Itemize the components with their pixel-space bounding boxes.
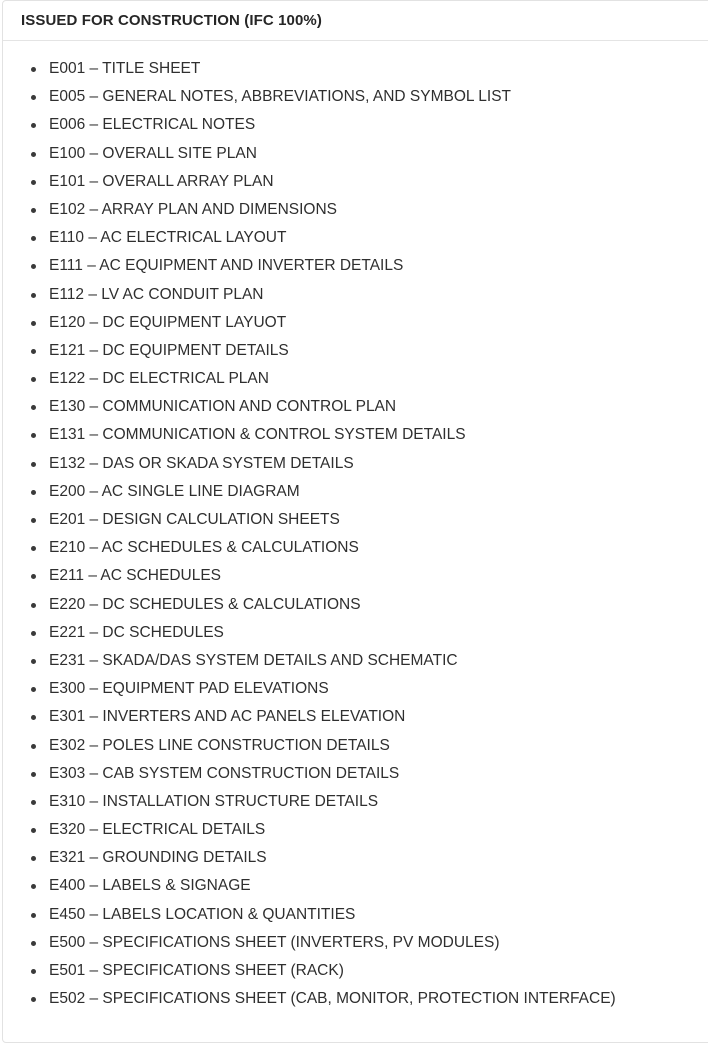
- bullet-icon: [31, 405, 36, 410]
- bullet-icon: [31, 659, 36, 664]
- sheet-label: E001 – TITLE SHEET: [49, 60, 201, 77]
- sheet-label: E006 – ELECTRICAL NOTES: [49, 116, 256, 134]
- bullet-icon: [31, 687, 36, 692]
- list-item: [3, 732, 708, 760]
- sheet-label: E301 – INVERTERS AND AC PANELS ELEVATION: [49, 708, 406, 726]
- bullet-icon: [31, 574, 36, 579]
- list-item: [3, 985, 708, 1013]
- bullet-icon: [31, 631, 36, 636]
- sheet-label: E321 – GROUNDING DETAILS: [49, 849, 267, 867]
- bullet-icon: [31, 490, 36, 495]
- list-item: [3, 506, 708, 534]
- list-item: [3, 534, 708, 562]
- sheet-label: E400 – LABELS & SIGNAGE: [49, 877, 251, 895]
- sheet-label: E005 – GENERAL NOTES, ABBREVIATIONS, AND SYMBOL LIST: [49, 88, 511, 106]
- sheet-label: E200 – AC SINGLE LINE DIAGRAM: [49, 482, 300, 500]
- sheet-list-panel: [2, 0, 708, 1043]
- list-item: [3, 140, 708, 168]
- list-item: [3, 55, 708, 83]
- list-item: [3, 450, 708, 478]
- sheet-label: E210 – AC SCHEDULES & CALCULATIONS: [49, 539, 359, 557]
- sheet-label: E101 – OVERALL ARRAY PLAN: [49, 172, 274, 190]
- bullet-icon: [31, 603, 36, 608]
- sheet-label: E211 – AC SCHEDULES: [49, 567, 222, 585]
- sheet-label: E302 – POLES LINE CONSTRUCTION DETAILS: [49, 736, 390, 754]
- sheet-label: E300 – EQUIPMENT PAD ELEVATIONS: [49, 680, 329, 698]
- bullet-icon: [31, 95, 36, 100]
- bullet-icon: [31, 180, 36, 185]
- list-item: [3, 393, 708, 421]
- list-item: [3, 844, 708, 872]
- sheet-label: E201 – DESIGN CALCULATION SHEETS: [49, 511, 340, 528]
- sheet-label: E110 – AC ELECTRICAL LAYOUT: [49, 229, 287, 247]
- bullet-icon: [31, 856, 36, 861]
- panel-title: ISSUED FOR CONSTRUCTION (IFC 100%): [21, 12, 322, 29]
- bullet-icon: [31, 941, 36, 946]
- bullet-icon: [31, 123, 36, 128]
- bullet-icon: [31, 546, 36, 551]
- bullet-icon: [31, 208, 36, 213]
- sheet-label: E102 – ARRAY PLAN AND DIMENSIONS: [49, 200, 338, 218]
- sheet-label: E131 – COMMUNICATION & CONTROL SYSTEM DETAILS: [49, 426, 466, 444]
- bullet-icon: [31, 67, 36, 72]
- sheet-label: E120 – DC EQUIPMENT LAYUOT: [49, 313, 287, 331]
- list-item: [3, 675, 708, 703]
- bullet-icon: [31, 377, 36, 382]
- sheet-label: E221 – DC SCHEDULES: [49, 623, 224, 641]
- sheet-label: E303 – CAB SYSTEM CONSTRUCTION DETAILS: [49, 764, 400, 782]
- list-item: [3, 309, 708, 337]
- list-item: [3, 760, 708, 788]
- bullet-icon: [31, 828, 36, 833]
- list-item: [3, 365, 708, 393]
- list-item: [3, 562, 708, 590]
- bullet-icon: [31, 772, 36, 777]
- bullet-icon: [31, 321, 36, 326]
- sheet-label: E122 – DC ELECTRICAL PLAN: [49, 370, 269, 388]
- bullet-icon: [31, 884, 36, 889]
- sheet-label: E121 – DC EQUIPMENT DETAILS: [49, 341, 289, 359]
- sheet-label: E100 – OVERALL SITE PLAN: [49, 144, 257, 162]
- sheet-label: E500 – SPECIFICATIONS SHEET (INVERTERS, PV MODULES): [49, 933, 500, 951]
- list-item: [3, 252, 708, 280]
- list-item: [3, 929, 708, 957]
- sheet-label: E501 – SPECIFICATIONS SHEET (RACK): [49, 962, 344, 979]
- bullet-icon: [31, 715, 36, 720]
- list-item: [3, 901, 708, 929]
- bullet-icon: [31, 462, 36, 467]
- list-item: [3, 478, 708, 506]
- list-item: [3, 168, 708, 196]
- list-item: [3, 337, 708, 365]
- bullet-icon: [31, 236, 36, 241]
- sheet-label: E450 – LABELS LOCATION & QUANTITIES: [49, 905, 356, 923]
- sheet-label: E132 – DAS OR SKADA SYSTEM DETAILS: [49, 454, 354, 472]
- list-item: [3, 111, 708, 139]
- bullet-icon: [31, 152, 36, 157]
- list-item: [3, 421, 708, 449]
- bullet-icon: [31, 969, 36, 974]
- bullet-icon: [31, 293, 36, 298]
- list-item: [3, 816, 708, 844]
- sheet-label: E112 – LV AC CONDUIT PLAN: [49, 285, 264, 303]
- sheet-label: E130 – COMMUNICATION AND CONTROL PLAN: [49, 398, 397, 416]
- list-item: [3, 647, 708, 675]
- list-item: [3, 872, 708, 900]
- list-item: [3, 957, 708, 985]
- list-item: [3, 788, 708, 816]
- bullet-icon: [31, 800, 36, 805]
- list-item: [3, 281, 708, 309]
- list-item: [3, 196, 708, 224]
- sheet-label: E231 – SKADA/DAS SYSTEM DETAILS AND SCHEMATIC: [49, 651, 458, 669]
- sheet-label: E220 – DC SCHEDULES & CALCULATIONS: [49, 595, 361, 613]
- bullet-icon: [31, 744, 36, 749]
- sheet-label: E310 – INSTALLATION STRUCTURE DETAILS: [49, 792, 379, 810]
- sheet-list: [3, 55, 708, 1013]
- list-item: [3, 619, 708, 647]
- bullet-icon: [31, 349, 36, 354]
- bullet-icon: [31, 518, 36, 523]
- sheet-label: E502 – SPECIFICATIONS SHEET (CAB, MONITOR, PROTECTION INTERFACE): [49, 990, 616, 1008]
- bullet-icon: [31, 433, 36, 438]
- list-item: [3, 83, 708, 111]
- bullet-icon: [31, 913, 36, 918]
- panel-header: [3, 1, 708, 41]
- bullet-icon: [31, 997, 36, 1002]
- list-item: [3, 224, 708, 252]
- sheet-label: E111 – AC EQUIPMENT AND INVERTER DETAILS: [49, 257, 404, 275]
- sheet-label: E320 – ELECTRICAL DETAILS: [49, 821, 266, 839]
- list-item: [3, 591, 708, 619]
- list-item: [3, 703, 708, 731]
- bullet-icon: [31, 264, 36, 269]
